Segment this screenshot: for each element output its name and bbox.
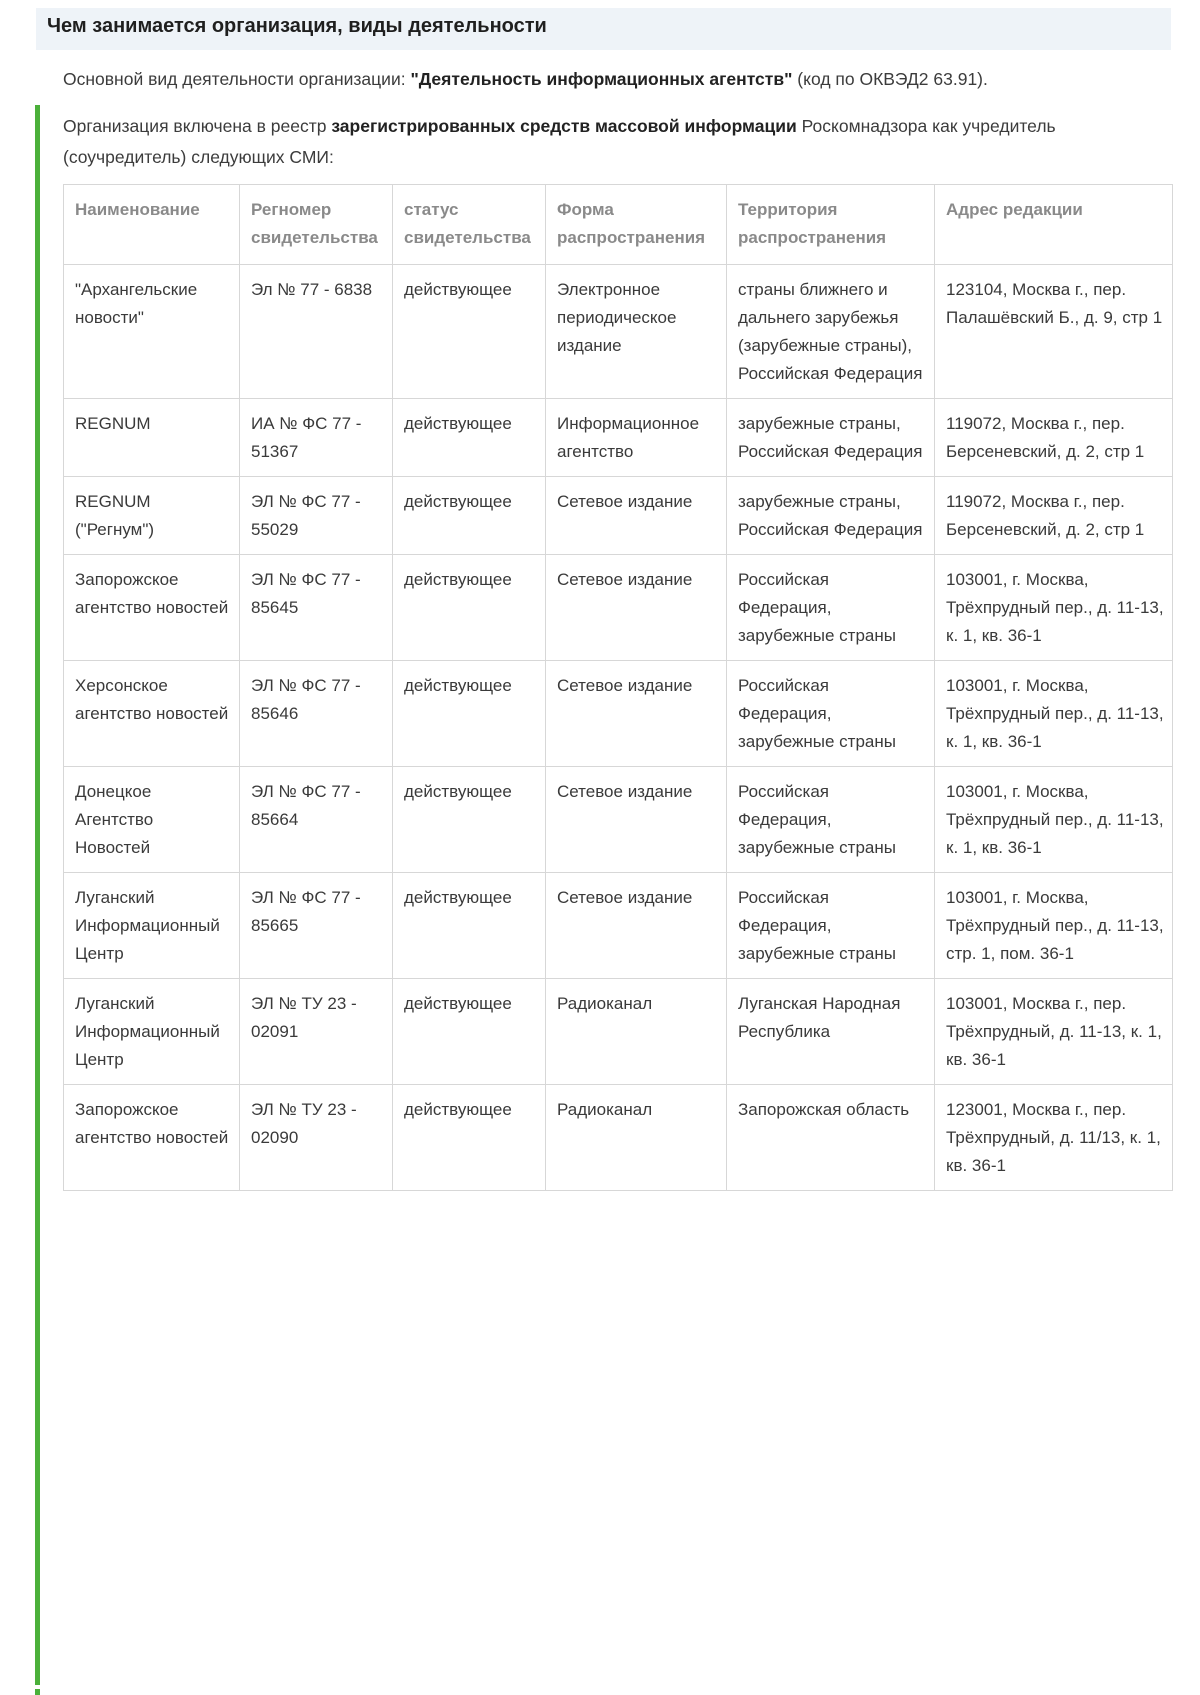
main-activity-line: [63, 69, 1173, 90]
cell-name: Запорожское агентство новостей: [64, 555, 240, 661]
cell-address: 103001, Москва г., пер. Трёхпрудный, д. 11-13, к. 1, кв. 36-1: [935, 979, 1173, 1085]
cell-status: действующее: [393, 1085, 546, 1191]
cell-name: Луганский Информационный Центр: [64, 979, 240, 1085]
table-row: [64, 555, 1173, 661]
cell-name: Луганский Информационный Центр: [64, 873, 240, 979]
cell-distribution-form: Электронное периодическое издание: [546, 265, 727, 399]
cell-address: 119072, Москва г., пер. Берсеневский, д. 2, стр 1: [935, 399, 1173, 477]
media-registry-table: [63, 184, 1173, 1191]
cell-territory: Российская Федерация, зарубежные страны: [727, 661, 935, 767]
cell-territory: страны ближнего и дальнего зарубежья (зарубежные страны), Российская Федерация: [727, 265, 935, 399]
cell-name: "Архангельские новости": [64, 265, 240, 399]
cell-name: REGNUM ("Регнум"): [64, 477, 240, 555]
table-row: [64, 1085, 1173, 1191]
cell-reg-number: ЭЛ № ФС 77 - 85645: [240, 555, 393, 661]
main-activity-name: "Деятельность информационных агентств": [410, 69, 793, 89]
cell-address: 103001, г. Москва, Трёхпрудный пер., д. 11-13, к. 1, кв. 36-1: [935, 767, 1173, 873]
main-activity-prefix: Основной вид деятельности организации:: [63, 69, 411, 89]
header-reg-number: Регномер свидетельства: [240, 185, 393, 265]
header-address: Адрес редакции: [935, 185, 1173, 265]
cell-status: действующее: [393, 873, 546, 979]
header-distribution-form: Форма распространения: [546, 185, 727, 265]
cell-status: действующее: [393, 265, 546, 399]
cell-reg-number: ЭЛ № ФС 77 - 85646: [240, 661, 393, 767]
table-row: [64, 767, 1173, 873]
cell-reg-number: ЭЛ № ФС 77 - 85665: [240, 873, 393, 979]
registry-description: [63, 111, 1163, 173]
cell-reg-number: ЭЛ № ТУ 23 - 02091: [240, 979, 393, 1085]
cell-address: 103001, г. Москва, Трёхпрудный пер., д. 11-13, к. 1, кв. 36-1: [935, 661, 1173, 767]
registry-name: зарегистрированных средств массовой информации: [331, 116, 797, 136]
cell-territory: Российская Федерация, зарубежные страны: [727, 555, 935, 661]
cell-name: REGNUM: [64, 399, 240, 477]
cell-territory: зарубежные страны, Российская Федерация: [727, 399, 935, 477]
next-section-accent: [35, 1689, 40, 1695]
table-header: [64, 185, 1173, 265]
section-title: Чем занимается организация, виды деятельности: [36, 8, 1171, 50]
cell-distribution-form: Радиоканал: [546, 979, 727, 1085]
section-accent-bar: [35, 105, 40, 1685]
header-name: Наименование: [64, 185, 240, 265]
registry-prefix: Организация включена в реестр: [63, 116, 332, 136]
header-territory: Территория распространения: [727, 185, 935, 265]
cell-distribution-form: Сетевое издание: [546, 555, 727, 661]
cell-name: Херсонское агентство новостей: [64, 661, 240, 767]
cell-status: действующее: [393, 661, 546, 767]
cell-address: 123104, Москва г., пер. Палашёвский Б., д. 9, стр 1: [935, 265, 1173, 399]
cell-territory: Российская Федерация, зарубежные страны: [727, 767, 935, 873]
table-row: [64, 265, 1173, 399]
cell-distribution-form: Радиоканал: [546, 1085, 727, 1191]
cell-status: действующее: [393, 477, 546, 555]
table-header-row: [64, 185, 1173, 265]
header-status: статус свидетельства: [393, 185, 546, 265]
cell-territory: Российская Федерация, зарубежные страны: [727, 873, 935, 979]
cell-reg-number: ЭЛ № ФС 77 - 85664: [240, 767, 393, 873]
cell-status: действующее: [393, 399, 546, 477]
table-row: [64, 979, 1173, 1085]
cell-name: Донецкое Агентство Новостей: [64, 767, 240, 873]
table-row: [64, 873, 1173, 979]
table-row: [64, 399, 1173, 477]
cell-status: действующее: [393, 767, 546, 873]
main-activity-code: (код по ОКВЭД2 63.91).: [792, 69, 988, 89]
table-body: [64, 265, 1173, 1191]
cell-distribution-form: Сетевое издание: [546, 873, 727, 979]
cell-name: Запорожское агентство новостей: [64, 1085, 240, 1191]
cell-territory: зарубежные страны, Российская Федерация: [727, 477, 935, 555]
cell-address: 123001, Москва г., пер. Трёхпрудный, д. 11/13, к. 1, кв. 36-1: [935, 1085, 1173, 1191]
cell-distribution-form: Сетевое издание: [546, 661, 727, 767]
cell-distribution-form: Информационное агентство: [546, 399, 727, 477]
cell-reg-number: ИА № ФС 77 - 51367: [240, 399, 393, 477]
cell-status: действующее: [393, 979, 546, 1085]
cell-status: действующее: [393, 555, 546, 661]
cell-reg-number: ЭЛ № ФС 77 - 55029: [240, 477, 393, 555]
cell-territory: Запорожская область: [727, 1085, 935, 1191]
cell-distribution-form: Сетевое издание: [546, 767, 727, 873]
table-row: [64, 661, 1173, 767]
cell-distribution-form: Сетевое издание: [546, 477, 727, 555]
cell-address: 103001, г. Москва, Трёхпрудный пер., д. 11-13, к. 1, кв. 36-1: [935, 555, 1173, 661]
cell-territory: Луганская Народная Республика: [727, 979, 935, 1085]
cell-address: 103001, г. Москва, Трёхпрудный пер., д. 11-13, стр. 1, пом. 36-1: [935, 873, 1173, 979]
cell-address: 119072, Москва г., пер. Берсеневский, д. 2, стр 1: [935, 477, 1173, 555]
cell-reg-number: ЭЛ № ТУ 23 - 02090: [240, 1085, 393, 1191]
table-row: [64, 477, 1173, 555]
registry-suffix: Роскомнадзора как учредитель (соучредитель) следующих СМИ:: [63, 116, 1056, 167]
cell-reg-number: Эл № 77 - 6838: [240, 265, 393, 399]
